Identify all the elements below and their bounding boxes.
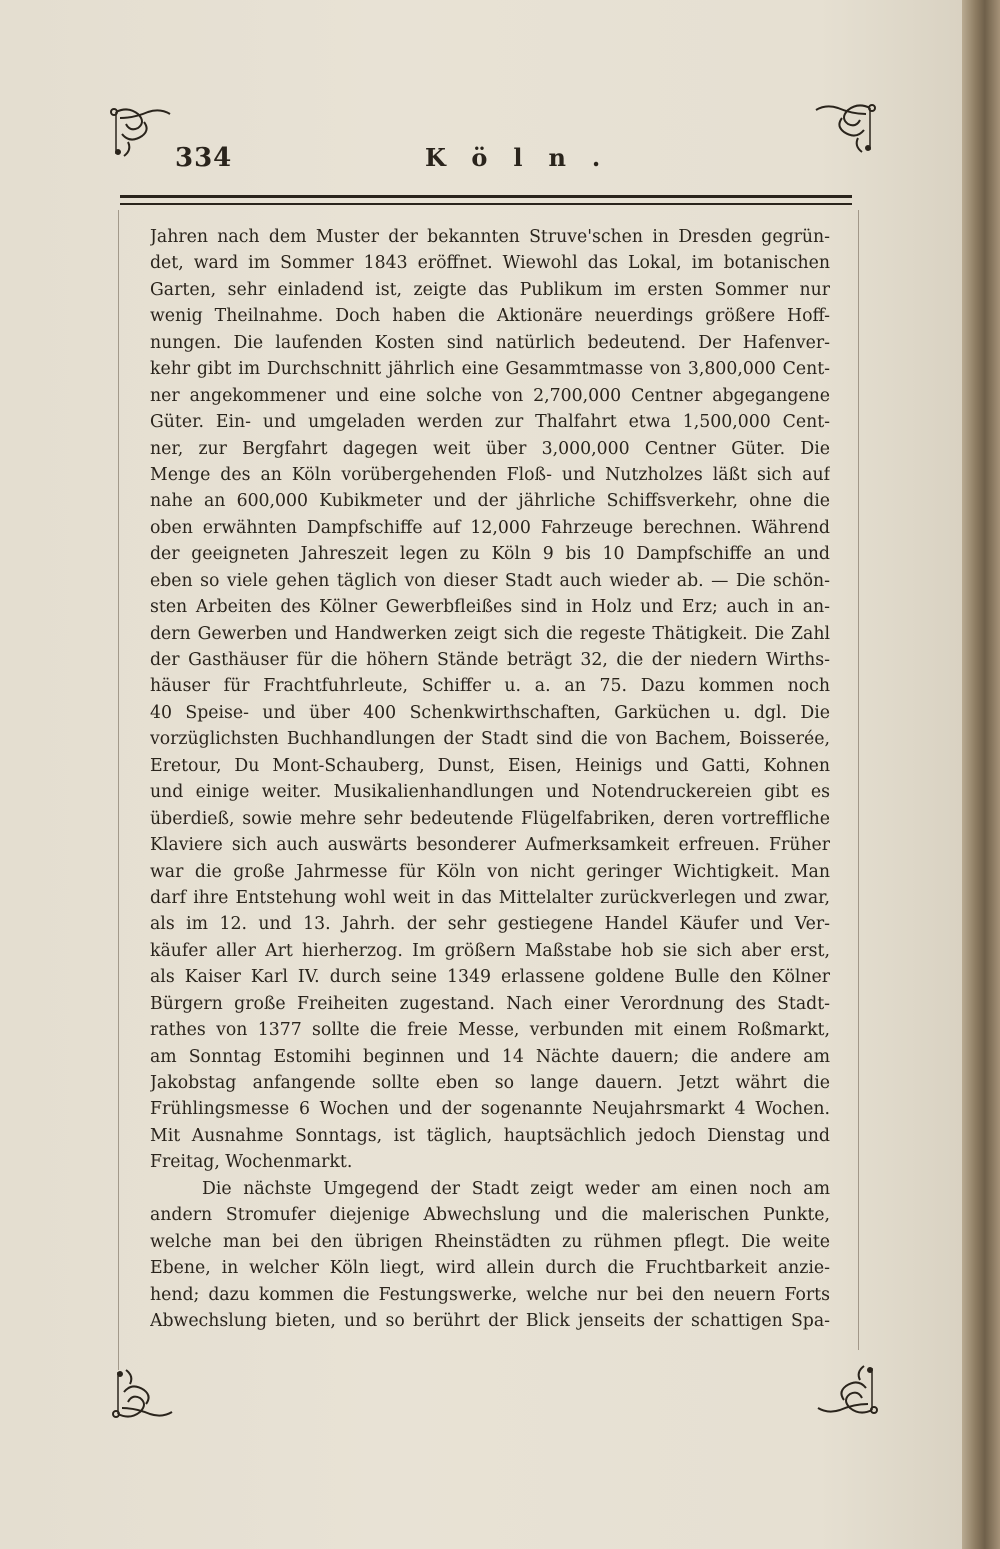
text-line: Güter. Ein- und umgeladen werden zur Thalfahrt etwa 1,500,000 Cent- — [150, 412, 830, 433]
text-line: ner, zur Bergfahrt dagegen weit über 3,000,000 Centner Güter. Die — [150, 438, 830, 459]
text-line: Jakobstag anfangende sollte eben so lange dauern. Jetzt währt die — [150, 1073, 830, 1093]
text-line: der geeigneten Jahreszeit legen zu Köln 9 bis 10 Dampfschiffe an und — [150, 544, 830, 565]
text-line: vorzüglichsten Buchhandlungen der Stadt sind die von Bachem, Boisserée, — [150, 729, 830, 750]
text-line: sten Arbeiten des Kölner Gewerbfleißes sind in Holz und Erz; auch in an- — [150, 597, 830, 618]
text-line: hend; dazu kommen die Festungswerke, welche nur bei den neuern Forts — [150, 1284, 830, 1305]
text-line: 40 Speise- und über 400 Schenkwirthschaften, Garküchen u. dgl. Die — [150, 702, 830, 723]
text-line: dern Gewerben und Handwerken zeigt sich die regeste Thätigkeit. Die Zahl — [150, 623, 830, 644]
text-line: Eretour, Du Mont-Schauberg, Dunst, Eisen, Heinigs und Gatti, Kohnen — [150, 755, 830, 776]
text-line: darf ihre Entstehung wohl weit in das Mittelalter zurückverlegen und zwar, — [150, 887, 830, 908]
text-line: wenig Theilnahme. Doch haben die Aktionäre neuerdings größere Hoff- — [150, 306, 830, 327]
corner-ornament-icon — [808, 100, 878, 160]
text-line: käufer aller Art hierherzog. Im größern Maßstabe hob sie sich aber erst, — [150, 940, 830, 961]
page-edge — [962, 0, 1000, 1549]
text-line: kehr gibt im Durchschnitt jährlich eine Gesammtmasse von 3,800,000 Cent- — [150, 359, 830, 380]
corner-ornament-icon — [108, 104, 178, 164]
text-line: Die nächste Umgegend der Stadt zeigt weder am einen noch am — [202, 1178, 830, 1199]
text-line: ner angekommener und eine solche von 2,700,000 Centner abgegangene — [150, 385, 830, 406]
text-line: eben so viele gehen täglich von dieser Stadt auch wieder ab. — Die schön- — [150, 570, 830, 591]
text-line: als im 12. und 13. Jahrh. der sehr gestiegene Handel Käufer und Ver- — [150, 914, 830, 935]
text-line: Menge des an Köln vorübergehenden Floß- und Nutzholzes läßt sich auf — [150, 464, 830, 485]
text-line: und einige weiter. Musikalienhandlungen und Notendruckereien gibt es — [150, 782, 830, 803]
text-line: häuser für Frachtfuhrleute, Schiffer u. a. an 75. Dazu kommen noch — [150, 676, 830, 697]
page-number: 334 — [175, 143, 233, 173]
text-line: überdieß, sowie mehre sehr bedeutende Flügelfabriken, deren vortreffliche — [150, 808, 830, 829]
corner-ornament-icon — [110, 1362, 180, 1422]
text-line: nahe an 600,000 Kubikmeter und der jährliche Schiffsverkehr, ohne die — [150, 491, 830, 512]
text-line: andern Stromufer diejenige Abwechslung und die malerischen Punkte, — [150, 1205, 830, 1226]
text-line: welche man bei den übrigen Rheinstädten zu rühmen pflegt. Die weite — [150, 1231, 830, 1252]
text-line: der Gasthäuser für die höhern Stände beträgt 32, die der niedern Wirths- — [150, 650, 830, 670]
header-rule-thick — [120, 195, 852, 198]
page-header — [175, 143, 815, 177]
running-title: Köln. — [425, 143, 627, 172]
text-line: Klaviere sich auch auswärts besonderer Aufmerksamkeit erfreuen. Früher — [150, 835, 830, 856]
margin-line-right — [858, 210, 859, 1350]
header-rule-thin — [120, 203, 852, 205]
text-line: Ebene, in welcher Köln liegt, wird allein durch die Fruchtbarkeit anzie- — [150, 1258, 830, 1279]
text-line: Abwechslung bieten, und so berührt der Blick jenseits der schattigen Spa- — [150, 1310, 830, 1331]
text-line: nungen. Die laufenden Kosten sind natürlich bedeutend. Der Hafenver- — [150, 332, 830, 353]
text-line: als Kaiser Karl IV. durch seine 1349 erlassene goldene Bulle den Kölner — [150, 967, 830, 988]
text-line: Jahren nach dem Muster der bekannten Struve'schen in Dresden gegrün- — [150, 227, 830, 247]
body-text — [150, 224, 830, 1334]
corner-ornament-icon — [810, 1358, 880, 1418]
margin-line-left — [118, 210, 119, 1370]
text-line: Frühlingsmesse 6 Wochen und der sogenannte Neujahrsmarkt 4 Wochen. — [150, 1099, 830, 1120]
text-line: Bürgern große Freiheiten zugestand. Nach einer Verordnung des Stadt- — [150, 993, 830, 1014]
text-line: oben erwähnten Dampfschiffe auf 12,000 Fahrzeuge berechnen. Während — [150, 517, 830, 538]
text-line: war die große Jahrmesse für Köln von nicht geringer Wichtigkeit. Man — [150, 861, 830, 882]
text-line: rathes von 1377 sollte die freie Messe, verbunden mit einem Roßmarkt, — [150, 1020, 830, 1041]
text-line: Freitag, Wochenmarkt. — [150, 1152, 353, 1173]
text-line: am Sonntag Estomihi beginnen und 14 Nächte dauern; die andere am — [150, 1046, 830, 1067]
text-line: Garten, sehr einladend ist, zeigte das Publikum im ersten Sommer nur — [150, 279, 830, 300]
text-line: Mit Ausnahme Sonntags, ist täglich, hauptsächlich jedoch Dienstag und — [150, 1125, 830, 1146]
text-line: det, ward im Sommer 1843 eröffnet. Wiewohl das Lokal, im botanischen — [150, 253, 830, 274]
